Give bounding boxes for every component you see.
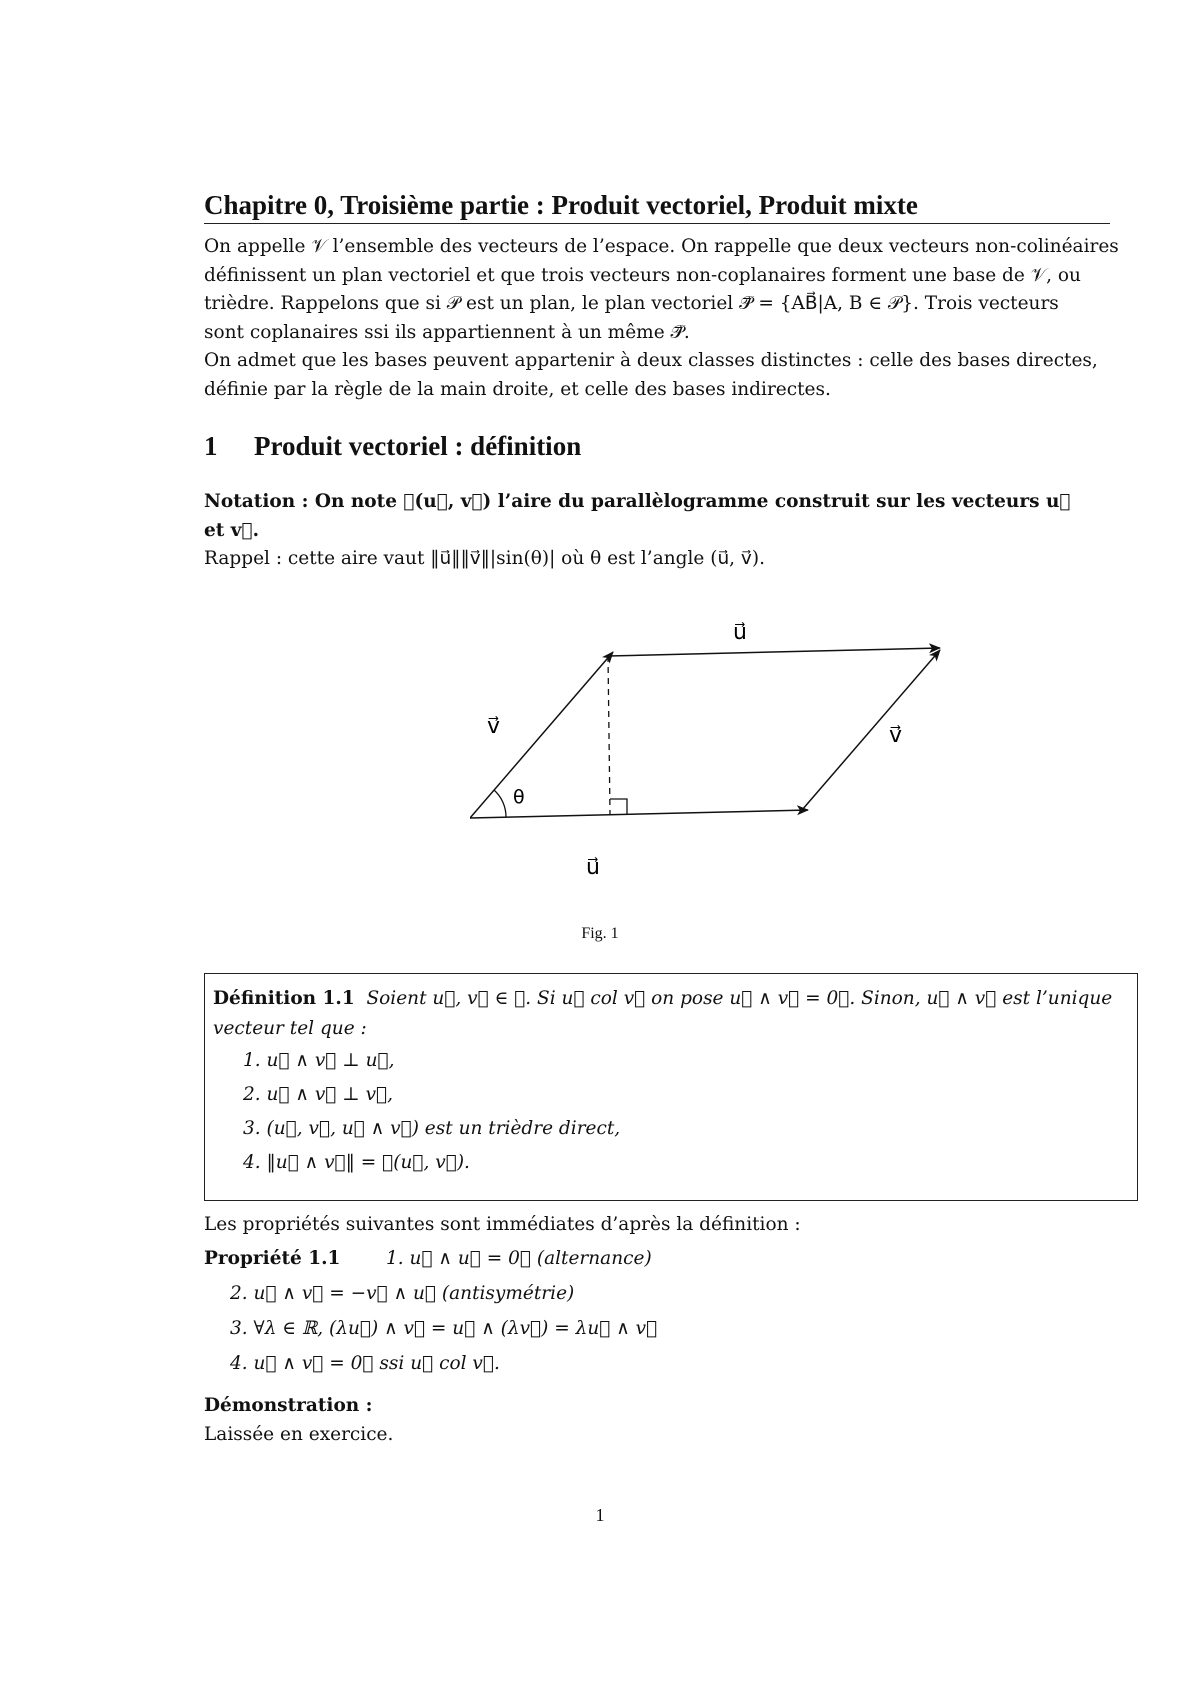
intro-line: On admet que les bases peuvent appartenir à deux classes distinctes : celle des bases directes, <box>204 350 1098 371</box>
label-u-bottom: u⃗ <box>586 855 600 880</box>
notation-label-cont: et v⃗. <box>204 519 260 541</box>
label-v-left: v⃗ <box>487 714 501 739</box>
label-theta: θ <box>513 786 525 808</box>
property-list <box>230 1276 1124 1381</box>
definition-box <box>204 973 1138 1201</box>
chapter-title: Chapitre 0, Troisième partie : Produit vectoriel, Produit mixte <box>204 190 1110 224</box>
vector-u-bottom <box>470 810 808 818</box>
vector-v-right <box>802 650 940 810</box>
definition-item: 3. (u⃗, v⃗, u⃗ ∧ v⃗) est un trièdre direct, <box>243 1118 621 1139</box>
height-line <box>608 656 610 814</box>
intro-line: sont coplanaires ssi ils appartiennent à un même 𝒫⃗. <box>204 321 690 343</box>
page-number: 1 <box>595 1505 605 1525</box>
definition-item: 4. ‖u⃗ ∧ v⃗‖ = 𝒜(u⃗, v⃗). <box>243 1152 470 1173</box>
notation-label: Notation : On note 𝒜(u⃗, v⃗) l’aire du parallèlogramme construit sur les vecteurs u⃗ <box>204 491 1071 512</box>
rappel-text: Rappel : cette aire vaut ‖u⃗‖‖v⃗‖|sin(θ)| où θ est l’angle (u⃗, v⃗). <box>204 548 765 569</box>
property-item: 2. u⃗ ∧ v⃗ = −v⃗ ∧ u⃗ (antisymétrie) <box>230 1283 575 1304</box>
section-title: Produit vectoriel : définition <box>254 431 582 461</box>
intro-line: On appelle 𝒱 l’ensemble des vecteurs de l’espace. On rappelle que deux vecteurs non-colinéaires <box>204 236 1119 257</box>
definition-text: Soient u⃗, v⃗ ∈ 𝒱. Si u⃗ col v⃗ on pose u⃗ ∧ v⃗ = 0⃗. Sinon, u⃗ ∧ v⃗ est l’unique <box>366 988 1113 1009</box>
properties-intro: Les propriétés suivantes sont immédiates d’après la définition : <box>204 1214 801 1235</box>
angle-arc <box>494 790 506 817</box>
figure-caption: Fig. 1 <box>581 925 619 942</box>
property-item: 4. u⃗ ∧ v⃗ = 0⃗ ssi u⃗ col v⃗. <box>230 1353 500 1374</box>
definition-item: 2. u⃗ ∧ v⃗ ⊥ v⃗, <box>243 1084 393 1105</box>
notation-block <box>204 488 1124 574</box>
properties-block <box>204 1208 1124 1381</box>
intro-line: définie par la règle de la main droite, et celle des bases indirectes. <box>204 378 831 400</box>
parallelogram-figure <box>470 615 950 890</box>
vector-u-top <box>608 648 940 656</box>
intro-paragraph <box>204 233 1124 404</box>
definition-label: Définition 1.1 <box>213 988 355 1009</box>
intro-line: trièdre. Rappelons que si 𝒫 est un plan, le plan vectoriel 𝒫⃗ = {AB⃗|A, B ∈ 𝒫}. Trois vecteurs <box>204 293 1059 314</box>
definition-list <box>213 1044 1129 1180</box>
property-item: 3. ∀λ ∈ ℝ, (λu⃗) ∧ v⃗ = u⃗ ∧ (λv⃗) = λu⃗ ∧ v⃗ <box>230 1318 658 1339</box>
label-v-right: v⃗ <box>889 723 903 748</box>
right-angle-marker <box>610 799 627 815</box>
demonstration-text: Laissée en exercice. <box>204 1423 394 1445</box>
definition-item: 1. u⃗ ∧ v⃗ ⊥ u⃗, <box>243 1050 395 1071</box>
section-heading <box>204 431 581 462</box>
demonstration-block <box>204 1392 393 1449</box>
property-label: Propriété 1.1 <box>204 1248 341 1269</box>
label-u-top: u⃗ <box>733 620 747 645</box>
definition-text-cont: vecteur tel que : <box>213 1018 367 1039</box>
property-item: 1. u⃗ ∧ u⃗ = 0⃗ (alternance) <box>386 1248 652 1269</box>
demonstration-label: Démonstration : <box>204 1395 373 1416</box>
section-number: 1 <box>204 431 218 461</box>
intro-line: définissent un plan vectoriel et que trois vecteurs non-coplanaires forment une base de 𝒱, ou <box>204 264 1081 286</box>
